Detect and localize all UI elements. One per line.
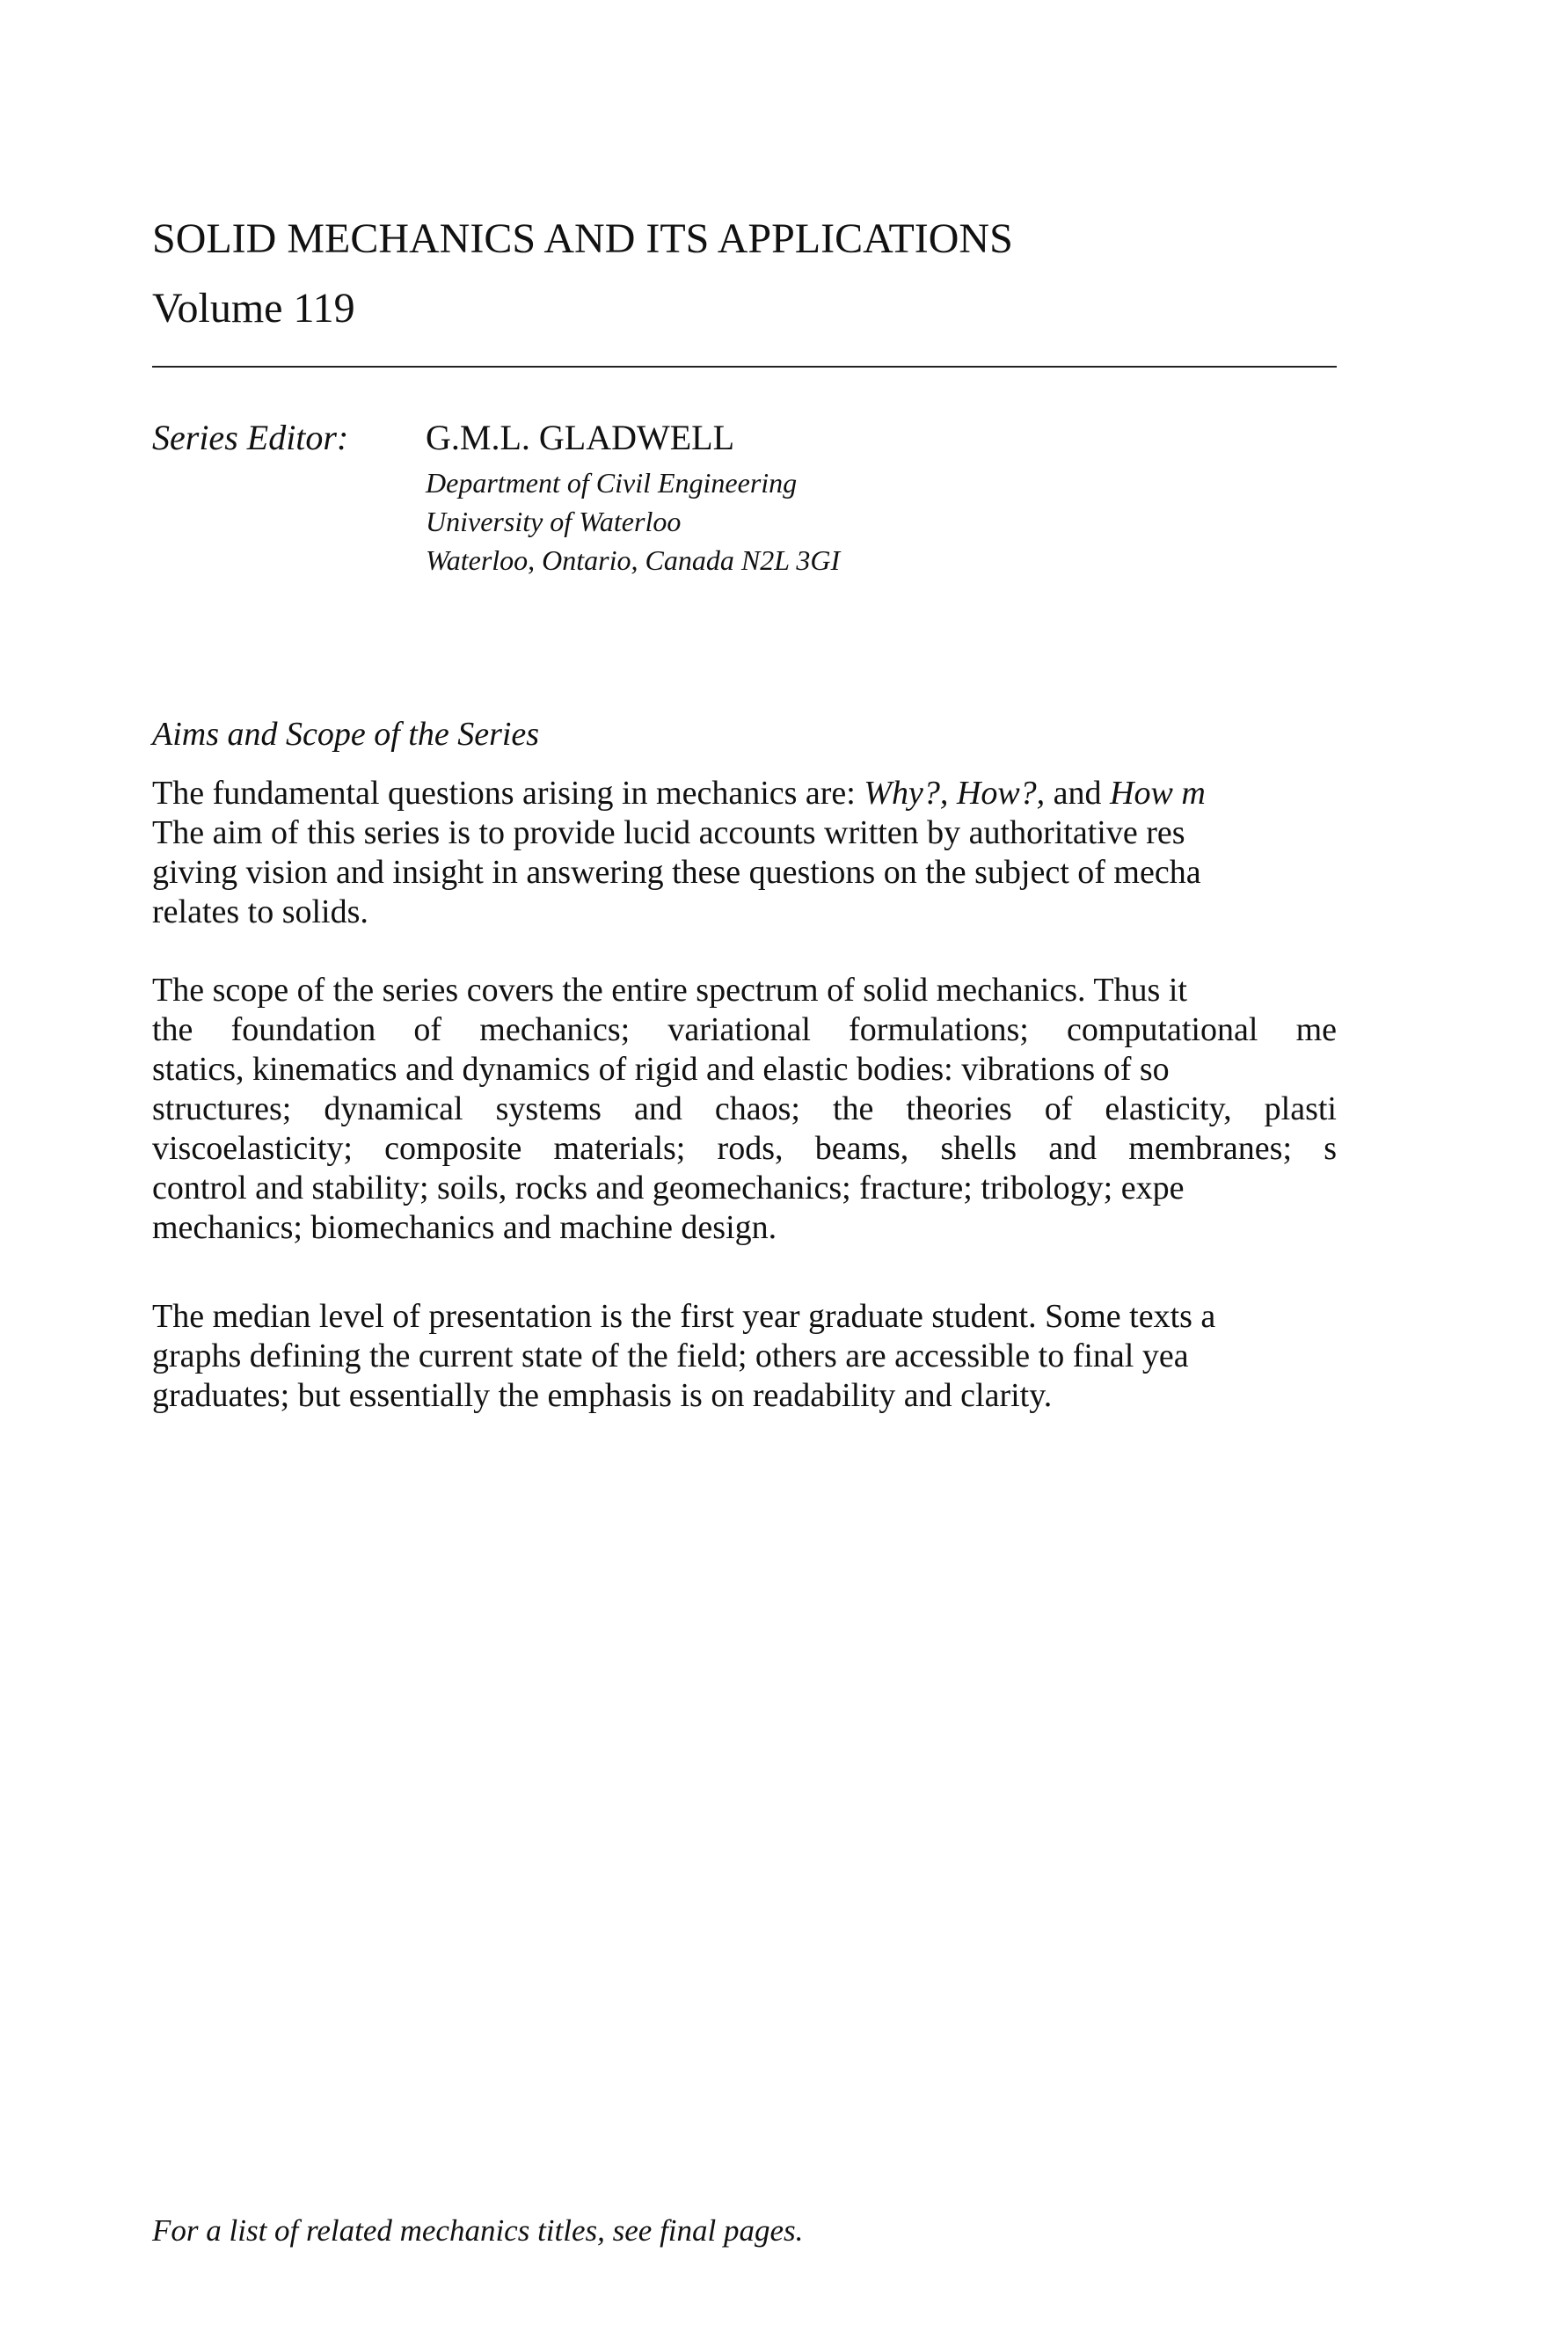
paragraph-line — [152, 774, 1337, 813]
text-run: and — [1045, 775, 1111, 812]
paragraph-line: graphs defining the current state of the field; others are accessible to final yea — [152, 1337, 1189, 1374]
paragraph-line: the foundation of mechanics; variational formulations; computational me — [152, 1011, 1337, 1048]
paragraph-line: structures; dynamical systems and chaos; the theories of elasticity, plasti — [152, 1090, 1337, 1127]
paragraph-line: The median level of presentation is the first year graduate student. Some texts a — [152, 1298, 1216, 1335]
paragraph-median-level — [152, 1297, 1337, 1416]
paragraph-line: mechanics; biomechanics and machine design. — [152, 1209, 777, 1246]
emphasis-text: How m — [1110, 775, 1206, 812]
paragraph-line: graduates; but essentially the emphasis is on readability and clarity. — [152, 1377, 1053, 1414]
paragraph-line: viscoelasticity; composite materials; rods, beams, shells and membranes; s — [152, 1130, 1337, 1167]
paragraph-fundamental-questions — [152, 774, 1337, 932]
editor-university: University of Waterloo — [426, 506, 682, 537]
volume-number: Volume 119 — [152, 285, 355, 332]
paragraph-line: statics, kinematics and dynamics of rigid and elastic bodies: vibrations of so — [152, 1051, 1170, 1088]
horizontal-rule — [152, 366, 1337, 368]
emphasis-text: Why?, How?, — [864, 775, 1046, 812]
series-editor-name: G.M.L. GLADWELL — [426, 418, 735, 457]
paragraph-line: The aim of this series is to provide lucid accounts written by authoritative res — [152, 814, 1185, 851]
paragraph-scope — [152, 971, 1337, 1248]
series-title: SOLID MECHANICS AND ITS APPLICATIONS — [152, 215, 1013, 262]
editor-department: Department of Civil Engineering — [426, 467, 798, 499]
editor-address: Waterloo, Ontario, Canada N2L 3GI — [426, 544, 841, 576]
paragraph-line: The scope of the series covers the entire spectrum of solid mechanics. Thus it — [152, 972, 1187, 1009]
paragraph-line: relates to solids. — [152, 893, 368, 930]
series-editor-label: Series Editor: — [152, 418, 349, 457]
aims-scope-heading: Aims and Scope of the Series — [152, 716, 540, 753]
paragraph-line: giving vision and insight in answering these questions on the subject of mecha — [152, 854, 1201, 891]
paragraph-line: control and stability; soils, rocks and geomechanics; fracture; tribology; expe — [152, 1170, 1185, 1206]
text-run: The fundamental questions arising in mechanics are: — [152, 775, 864, 812]
related-titles-note: For a list of related mechanics titles, see final pages. — [152, 2213, 804, 2248]
